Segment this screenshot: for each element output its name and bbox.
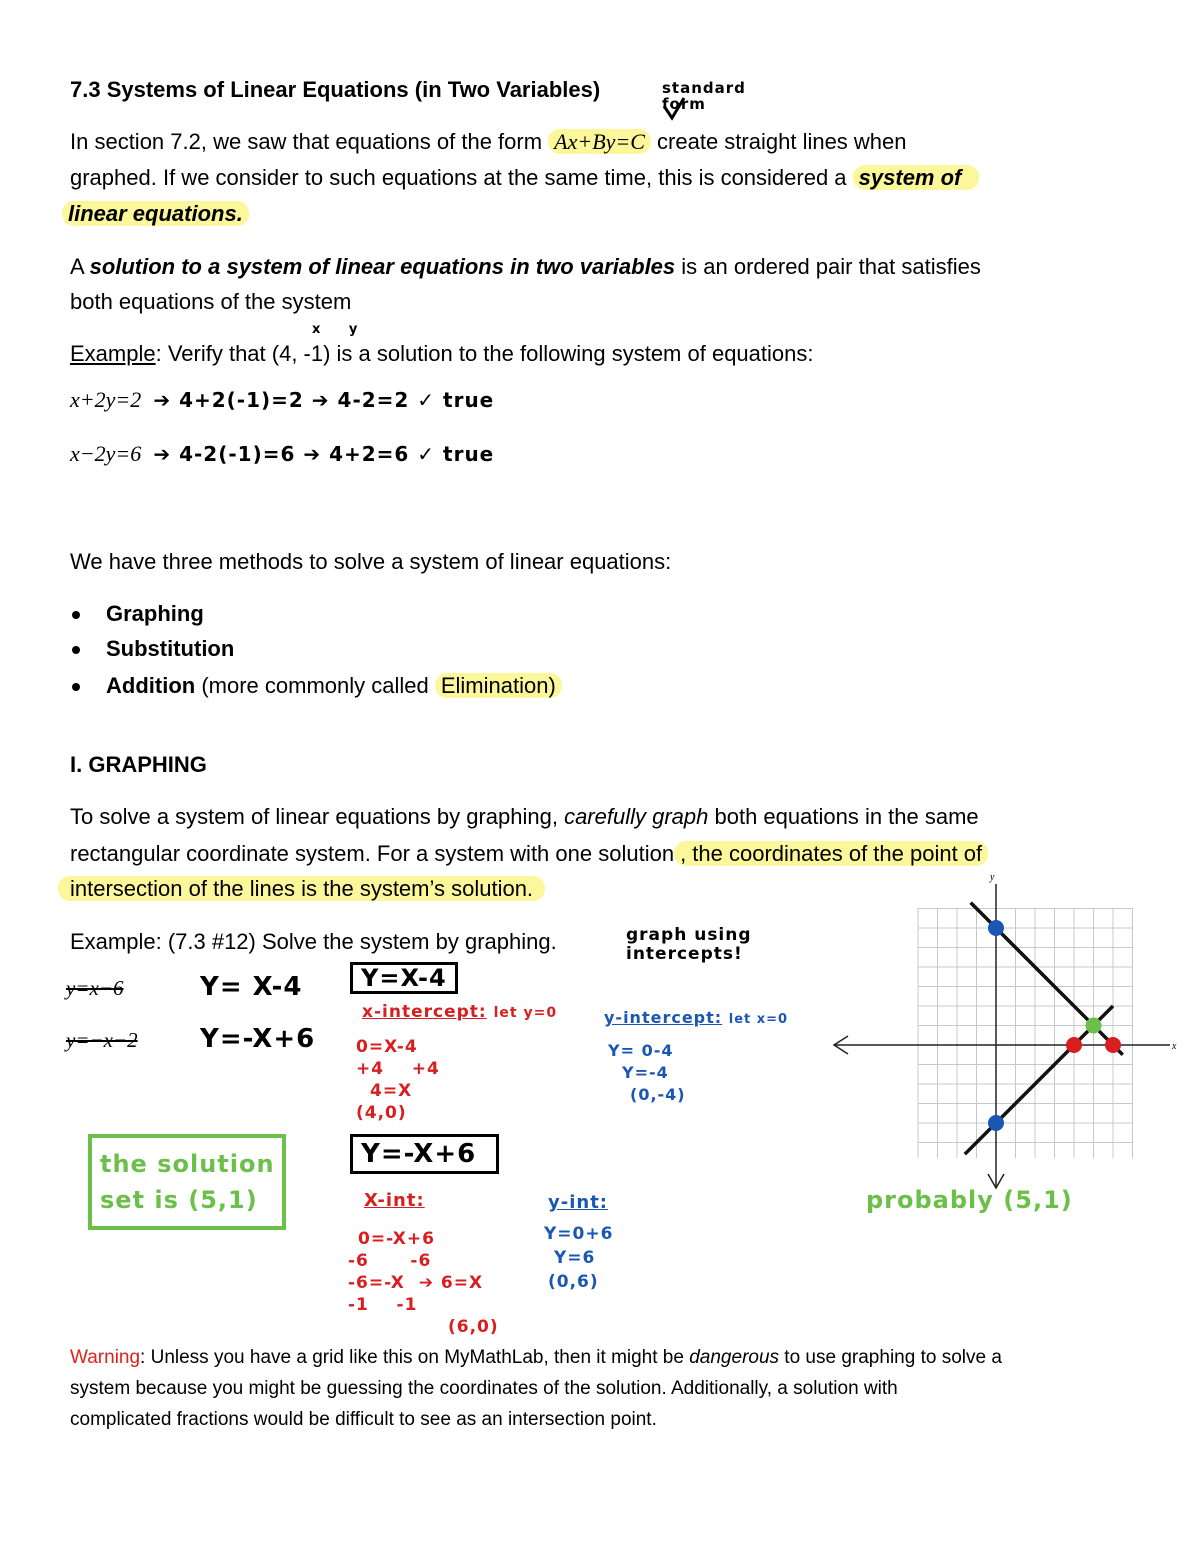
example1-eq2: x−2y=6 ➔ 4-2(-1)=6 ➔ 4+2=6 ✓ true [70,441,495,466]
section-heading: I. GRAPHING [70,752,207,777]
graph-point [1066,1037,1082,1053]
y-int-note-1: let x=0 [728,1012,789,1027]
intro-line-3: linear equations. [62,200,249,228]
original-eq-2: y=−x−2 [66,1028,138,1052]
intro-line-2: graphed. If we consider to such equations at the same time, this is considered a system of [70,164,979,192]
graph-point [1105,1037,1121,1053]
graph-point [1086,1018,1102,1034]
page-title: 7.3 Systems of Linear Equations (in Two Variables) [70,77,601,102]
bullet-icon [72,683,80,691]
graphing-line-1: To solve a system of linear equations by graphing, carefully graph both equations in the same [70,804,979,829]
graph-point [988,920,1004,936]
method-item: Graphing [72,600,204,628]
graphing-line-2: rectangular coordinate system. For a system with one solution , the coordinates of the point of [70,840,988,868]
method-item: Substitution [72,635,234,663]
x-int-work-2: 0=-X+6 -6 -6 -6=-X ➔ 6=X -1 -1 (6,0) [348,1229,499,1337]
intercepts-note: graph using intercepts! [626,925,752,964]
y-int-label-1: y-intercept: [604,1008,723,1027]
method-item: Addition (more commonly called Elimination) [72,672,562,700]
note-x: x [312,322,322,337]
eq2-work: ➔ 4-2(-1)=6 ➔ 4+2=6 ✓ true [153,442,495,466]
intro-line-1: In section 7.2, we saw that equations of the form Ax+By=C create straight lines when [70,129,907,154]
bullet-icon [72,646,80,654]
note-y: y [348,322,359,337]
standard-form-note: standard form [662,79,746,113]
x-int-label-2: X-int: [364,1190,425,1211]
example2-line: Example: (7.3 #12) Solve the system by graphing. [70,929,557,954]
definition-line-1: A solution to a system of linear equations in two variables is an ordered pair that satisfies [70,254,981,279]
y-int-label-2: y-int: [548,1192,608,1213]
warning-line-2: system because you might be guessing the coordinates of the solution. Additionally, a solution with [70,1378,898,1399]
warning-line-1: Warning: Unless you have a grid like this on MyMathLab, then it might be dangerous to use graphing to solve a [70,1347,1002,1368]
y-int-work-2: Y=0+6 Y=6 (0,6) [544,1224,614,1292]
warning-line-3: complicated fractions would be difficult to see as an intersection point. [70,1409,657,1430]
example1-line: Example: Verify that (4, -1) is a solution to the following system of equations: [70,341,814,366]
rewritten-eq-2: Y=-X+6 [200,1024,316,1054]
bullet-icon [72,611,80,619]
example1-eq1: x+2y=2 ➔ 4+2(-1)=2 ➔ 4-2=2 ✓ true [70,387,495,412]
boxed-eq-1: Y=X-4 [350,962,458,994]
standard-form-formula: Ax+By=C [548,129,651,154]
axis-x-label: x [1172,1041,1177,1052]
methods-intro: We have three methods to solve a system of linear equations: [70,549,672,574]
graphing-line-3: intersection of the lines is the system’s solution. [58,875,545,903]
original-eq-1: y=x−6 [66,976,124,1000]
x-int-note-1: let y=0 [493,1005,558,1021]
boxed-eq-2: Y=-X+6 [350,1134,499,1174]
y-int-work-1: Y= 0-4 Y=-4 (0,-4) [608,1041,686,1104]
eq1-work: ➔ 4+2(-1)=2 ➔ 4-2=2 ✓ true [153,388,495,412]
graph-point [988,1115,1004,1131]
x-int-label-1: x-intercept: [362,1002,487,1022]
x-int-work-1: 0=X-4 +4 +4 4=X (4,0) [356,1037,440,1123]
solution-box: the solution set is (5,1) [88,1134,286,1230]
axis-y-label: y [990,872,995,883]
definition-line-2: both equations of the system [70,289,352,314]
rewritten-eq-1: Y= X-4 [200,972,303,1002]
intersection-graph [820,870,1180,1200]
checkmark-arrow-icon [660,94,690,124]
graph-caption: probably (5,1) [866,1186,1073,1214]
